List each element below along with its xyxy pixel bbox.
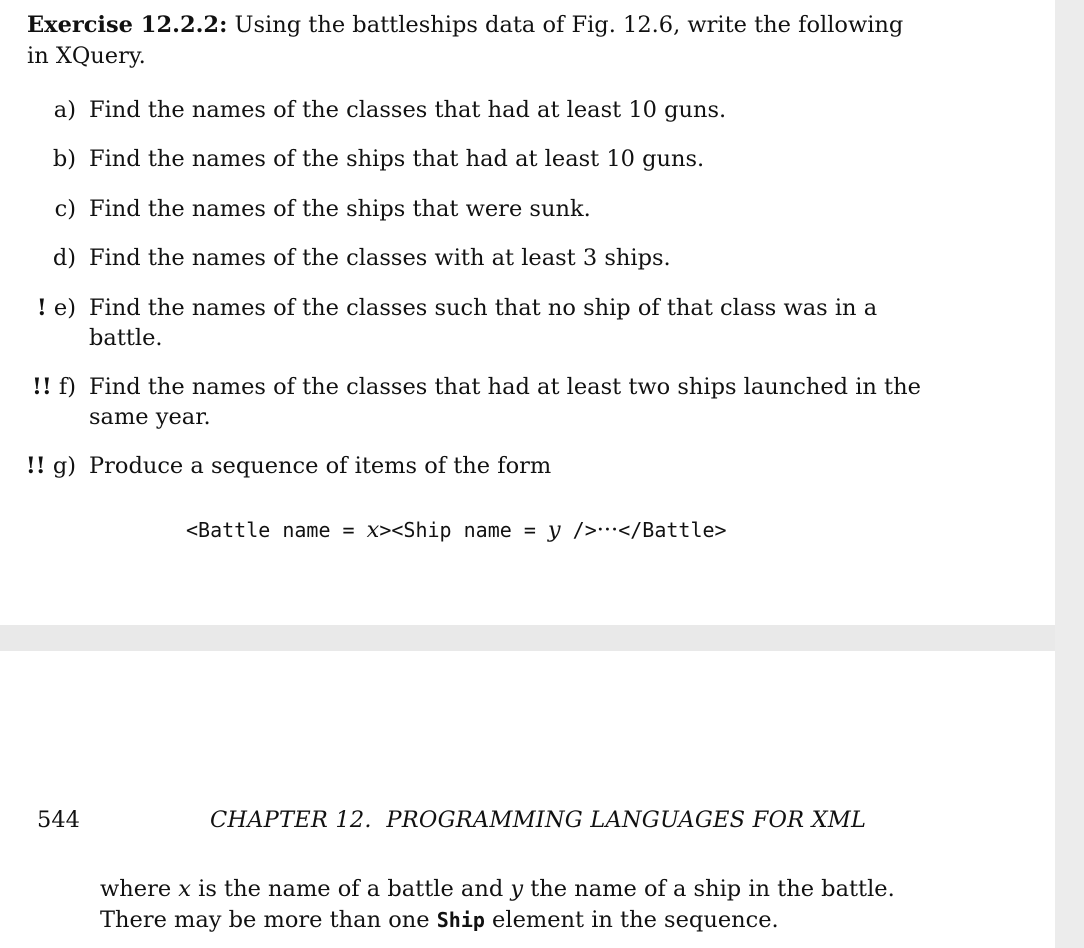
item-f-letter: f) [58,374,76,400]
item-f-difficulty: !! [31,374,52,400]
exercise-intro-line2: in XQuery. [27,43,146,69]
item-b-letter: b) [52,146,76,172]
page-number: 544 [37,807,80,833]
item-c-line1: Find the names of the ships that were sunk. [89,196,591,222]
item-e-line1: Find the names of the classes such that no ship of that class was in a [89,295,878,321]
item-a-marker [0,95,76,125]
code-part2: ><Ship name = [379,518,548,542]
code-part3: /> [560,518,597,542]
item-c-marker [0,194,76,224]
exercise-intro-line1 [27,10,903,40]
item-d-line1: Find the names of the classes with at least 3 ships. [89,245,671,271]
item-d-marker [0,243,76,273]
cont-code-ship: Ship [436,908,485,932]
item-e-marker [0,293,76,323]
exercise-label: Exercise 12.2.2: [27,12,228,38]
item-f-line2: same year. [89,404,211,430]
item-e-line2: battle. [89,325,163,351]
cont-line1-c: the name of a ship in the battle. [523,876,895,902]
item-c-letter: c) [54,196,76,222]
code-part1: <Battle name = [186,518,367,542]
cont-line2-b: element in the sequence. [484,907,779,933]
item-f-line1: Find the names of the classes that had at least two ships launched in the [89,374,921,400]
item-g-difficulty: !! [25,453,46,479]
cont-var-y: y [510,876,524,902]
cont-var-x: x [178,876,191,902]
item-f-marker [0,372,76,402]
code-var-y: y [547,517,561,543]
page-bottom [0,651,1055,948]
cont-line1-b: is the name of a battle and [191,876,511,902]
item-b-marker [0,144,76,174]
code-var-x: x [366,517,380,543]
continuation-line2 [100,905,779,935]
viewer-margin [1055,0,1084,948]
item-e-difficulty: ! [36,295,47,321]
chapter-title: CHAPTER 12. PROGRAMMING LANGUAGES FOR XML [210,807,867,833]
exercise-intro-text: Using the battleships data of Fig. 12.6, write the following [234,12,904,38]
xml-form-code [186,515,727,545]
continuation-line1 [100,874,895,904]
item-a-line1: Find the names of the classes that had at least 10 guns. [89,97,727,123]
cont-line2-a: There may be more than one [100,907,437,933]
item-b-line1: Find the names of the ships that had at least 10 guns. [89,146,705,172]
code-dots: ··· [596,517,619,543]
item-g-marker [0,451,76,481]
item-e-letter: e) [53,295,76,321]
item-d-letter: d) [52,245,76,271]
item-a-letter: a) [53,97,76,123]
running-header [0,805,1055,835]
item-g-line1: Produce a sequence of items of the form [89,453,552,479]
item-g-letter: g) [52,453,76,479]
code-part4: </Battle> [618,518,727,542]
cont-line1-a: where [100,876,179,902]
